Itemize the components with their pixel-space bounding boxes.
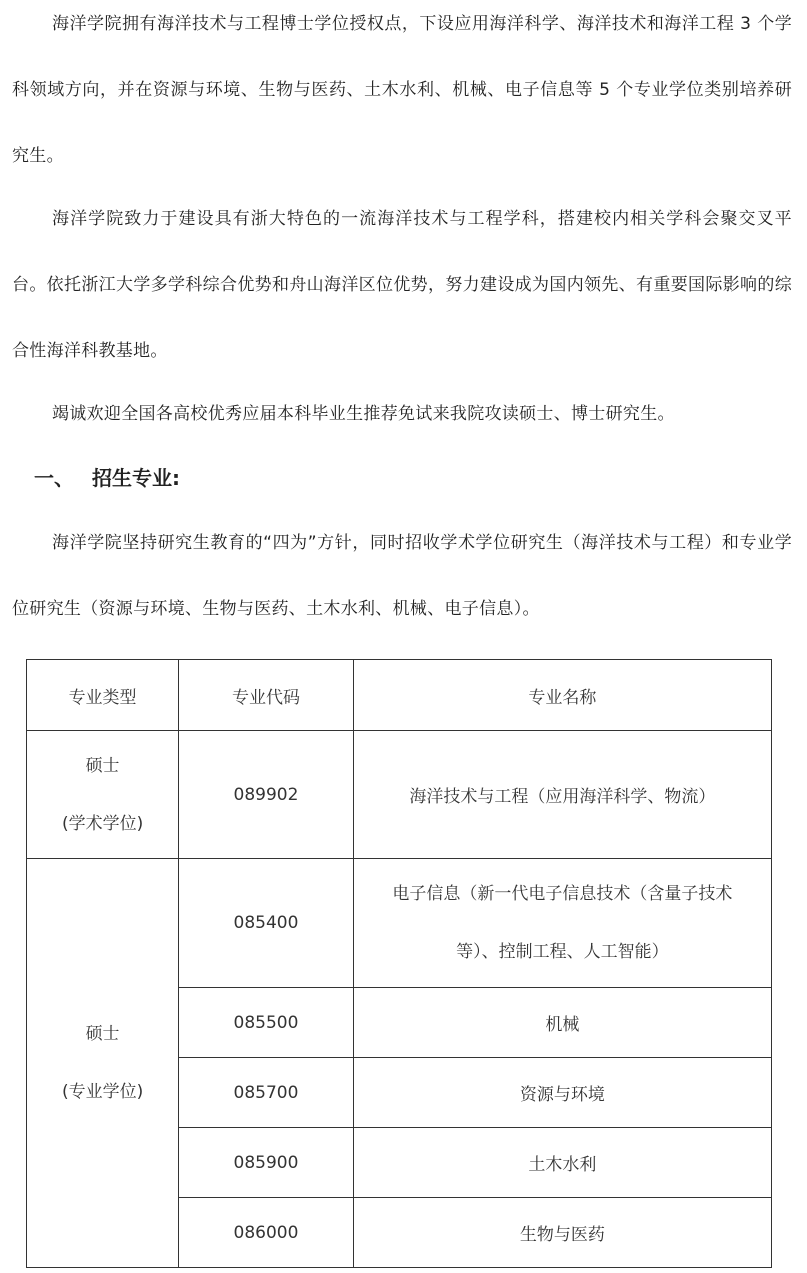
intro-paragraph-2: 海洋学院致力于建设具有浙大特色的一流海洋技术与工程学科，搭建校内相关学科会聚交叉平台。依托浙江大学多学科综合优势和舟山海洋区位优势，努力建设成为国内领先、有重要国际影响的综合性海洋科教基地。 [12,209,792,361]
code-cell: 085900 [179,1128,354,1198]
type-category: (专业学位) [61,1082,144,1102]
type-cell-professional [27,859,179,1268]
code-cell: 085700 [179,1058,354,1128]
name-cell: 生物与医药 [353,1198,771,1268]
header-code: 专业代码 [179,660,354,731]
section-heading [34,458,180,498]
welcome-text: 竭诚欢迎全国各高校优秀应届本科毕业生推荐免试来我院攻读硕士、博士研究生。 [52,404,675,424]
header-type: 专业类型 [27,660,179,731]
name-cell: 机械 [353,988,771,1058]
code-cell: 085400 [179,859,354,988]
majors-table [26,659,772,1268]
table-row [27,859,772,988]
table-header-row [27,660,772,731]
section-title: 招生专业: [92,466,180,490]
code-cell: 086000 [179,1198,354,1268]
header-name: 专业名称 [353,660,771,731]
name-line-2: 等）、控制工程、人工智能） [456,942,669,962]
name-cell [353,859,771,988]
type-category: (学术学位) [61,813,144,834]
code-cell: 089902 [179,731,354,859]
type-cell-academic [27,731,179,859]
name-cell: 资源与环境 [353,1058,771,1128]
intro-paragraph-1: 海洋学院拥有海洋技术与工程博士学位授权点，下设应用海洋科学、海洋技术和海洋工程 3 个学科领域方向，并在资源与环境、生物与医药、土木水利、机械、电子信息等 5 个专业学位类别培养研究生。 [12,14,792,166]
type-degree: 硕士 [85,1024,120,1044]
name-line-1: 电子信息（新一代电子信息技术（含量子技术 [392,884,733,904]
welcome-paragraph [12,381,792,447]
name-cell: 土木水利 [353,1128,771,1198]
type-degree: 硕士 [85,755,120,776]
code-cell: 085500 [179,988,354,1058]
name-cell: 海洋技术与工程（应用海洋科学、物流） [353,731,771,859]
section-number: 一、 [34,466,74,490]
section-paragraph: 海洋学院坚持研究生教育的“四为”方针，同时招收学术学位研究生（海洋技术与工程）和专业学位研究生（资源与环境、生物与医药、土木水利、机械、电子信息）。 [12,533,792,619]
table-row [27,731,772,859]
